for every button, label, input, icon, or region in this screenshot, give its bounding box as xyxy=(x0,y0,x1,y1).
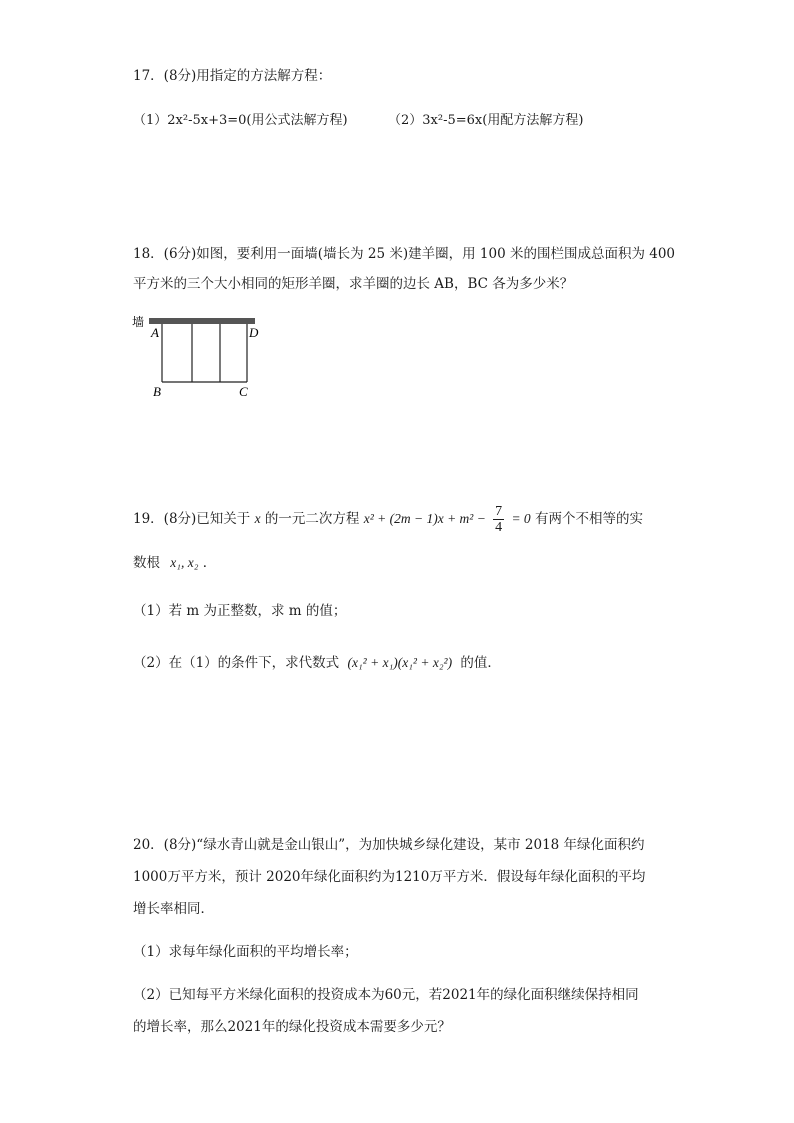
q19-prefix: 19．(8分)已知关于 xyxy=(133,511,251,527)
q18-line2: 平方米的三个大小相同的矩形羊圈，求羊圈的边长 AB，BC 各为多少米？ xyxy=(133,276,574,292)
q20-line1: 20．(8分)“绿水青山就是金山银山”，为加快城乡绿化建设，某市 2018 年绿化面积约 xyxy=(133,837,645,853)
q19-equation-left: x² + (2m − 1)x + m² − xyxy=(363,511,486,526)
wall-label: 墙 xyxy=(132,315,145,329)
wall-bar xyxy=(149,318,255,324)
q19-roots: x₁, x₂ xyxy=(170,555,199,570)
q20-part2-line1: （2）已知每平方米绿化面积的投资成本为60元，若2021年的绿化面积继续保持相同 xyxy=(133,987,639,1003)
sheep-pen-figure xyxy=(128,310,268,402)
q19-part2-expr: (x₁² + x₁)(x₁² + x₂²) xyxy=(347,655,453,670)
point-a-label: A xyxy=(151,325,159,340)
q19-line1 xyxy=(133,504,643,535)
point-b-label: B xyxy=(153,384,161,399)
q19-line2 xyxy=(133,556,216,571)
q19-part1: （1）若 m 为正整数，求 m 的值； xyxy=(133,603,347,619)
q19-suffix: 有两个不相等的实 xyxy=(534,511,643,527)
q17-part1: （1）2x²-5x+3=0(用公式法解方程) xyxy=(133,113,348,128)
q20-part1: （1）求每年绿化面积的平均增长率； xyxy=(133,944,358,960)
q19-part2-suffix: 的值． xyxy=(460,655,501,671)
q20-part2-line2: 的增长率，那么2021年的绿化投资成本需要多少元？ xyxy=(133,1019,451,1035)
q17-title: 17．(8分)用指定的方法解方程： xyxy=(133,68,332,84)
point-c-label: C xyxy=(239,384,248,399)
q20-line3: 增长率相同． xyxy=(133,901,214,917)
q19-part2-prefix: （2）在（1）的条件下，求代数式 xyxy=(133,655,340,671)
q19-line2-end: ． xyxy=(202,555,217,571)
q19-part2 xyxy=(133,656,501,671)
q17-part2: （2）3x²-5=6x(用配方法解方程) xyxy=(388,113,584,128)
point-d-label: D xyxy=(249,325,259,340)
q19-equation-right: = 0 xyxy=(511,511,531,526)
q19-fraction xyxy=(493,504,504,535)
q19-var-x: x xyxy=(254,511,261,526)
q19-mid: 的一元二次方程 xyxy=(264,511,360,527)
q20-line2: 1000万平方米，预计 2020年绿化面积约为1210万平方米．假设每年绿化面积的平均 xyxy=(133,869,646,885)
q19-frac-num: 7 xyxy=(495,504,503,519)
q19-line2-text: 数根 xyxy=(133,555,160,571)
q18-line1: 18．(6分)如图，要利用一面墙(墙长为 25 米)建羊圈，用 100 米的围栏围成总面积为 400 xyxy=(133,246,676,262)
q19-frac-den: 4 xyxy=(495,520,503,535)
